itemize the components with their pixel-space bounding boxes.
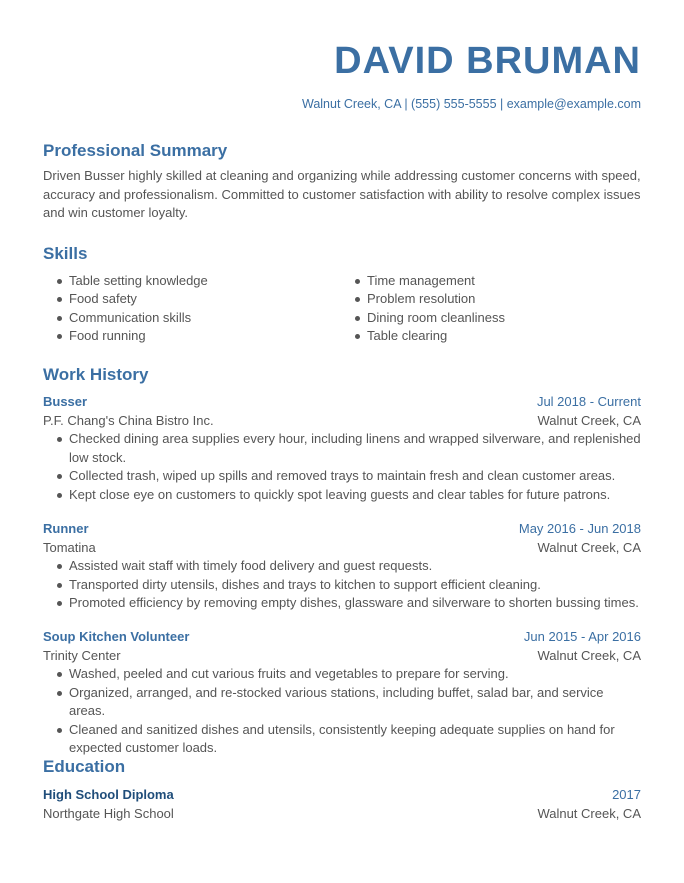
job-title: Runner	[43, 521, 89, 536]
job-company: Tomatina	[43, 539, 96, 555]
school-location: Walnut Creek, CA	[537, 805, 641, 821]
school-name: Northgate High School	[43, 805, 174, 821]
job-entry	[43, 520, 641, 613]
summary-text: Driven Busser highly skilled at cleaning and organizing while addressing customer concerns with speed, accuracy and professionalism. Committed to customer satisfaction with ability to resolve complex issues and win customer loyalty.	[43, 168, 641, 220]
education-entry	[43, 786, 641, 823]
job-duties	[43, 557, 641, 613]
degree-title: High School Diploma	[43, 787, 174, 802]
skill-item: Communication skills	[57, 309, 208, 327]
job-title: Busser	[43, 394, 88, 409]
skill-item: Food running	[57, 327, 208, 345]
skills-column-right	[355, 272, 505, 345]
job-duty: Promoted efficiency by removing empty dishes, glassware and silverware to shorten bussing times.	[57, 594, 641, 613]
work-history-heading: Work History	[43, 365, 149, 384]
skill-item: Table clearing	[355, 327, 505, 345]
job-title: Soup Kitchen Volunteer	[43, 629, 190, 644]
job-company: P.F. Chang's China Bistro Inc.	[43, 412, 214, 428]
job-company: Trinity Center	[43, 647, 121, 663]
job-duty: Washed, peeled and cut various fruits and vegetables to prepare for serving.	[57, 665, 641, 684]
job-location: Walnut Creek, CA	[537, 647, 641, 663]
job-duty: Assisted wait staff with timely food delivery and guest requests.	[57, 557, 641, 576]
job-duty: Transported dirty utensils, dishes and trays to kitchen to support efficient cleaning.	[57, 576, 641, 595]
job-entry	[43, 393, 641, 504]
skill-item: Food safety	[57, 290, 208, 308]
job-location: Walnut Creek, CA	[537, 539, 641, 555]
job-dates: May 2016 - Jun 2018	[518, 521, 641, 536]
job-duty: Kept close eye on customers to quickly spot leaving guests and clear tables for future patrons.	[57, 486, 641, 505]
job-duty: Cleaned and sanitized dishes and utensils, consistently keeping adequate supplies on hand for expected customer loads.	[57, 721, 641, 758]
skill-item: Table setting knowledge	[57, 272, 208, 290]
job-location: Walnut Creek, CA	[537, 412, 641, 428]
skills-column-left	[57, 272, 208, 345]
job-duty: Collected trash, wiped up spills and removed trays to maintain fresh and clean customer areas.	[57, 467, 641, 486]
skill-item: Dining room cleanliness	[355, 309, 505, 327]
skills-heading: Skills	[43, 244, 88, 263]
contact-info: Walnut Creek, CA | (555) 555-5555 | example@example.com	[301, 97, 641, 111]
education-heading: Education	[43, 757, 126, 776]
education-year: 2017	[612, 787, 641, 802]
candidate-name: DAVID BRUMAN	[334, 40, 641, 82]
skill-item: Problem resolution	[355, 290, 505, 308]
job-duty: Organized, arranged, and re-stocked various stations, including buffet, salad bar, and service areas.	[57, 684, 641, 721]
job-duties	[43, 430, 641, 504]
job-duty: Checked dining area supplies every hour, including linens and wrapped silverware, and replenished low stock.	[57, 430, 641, 467]
summary-heading: Professional Summary	[43, 141, 228, 160]
job-dates: Jul 2018 - Current	[536, 394, 641, 409]
job-entry	[43, 628, 641, 758]
skill-item: Time management	[355, 272, 505, 290]
job-duties	[43, 665, 641, 758]
job-dates: Jun 2015 - Apr 2016	[523, 629, 641, 644]
